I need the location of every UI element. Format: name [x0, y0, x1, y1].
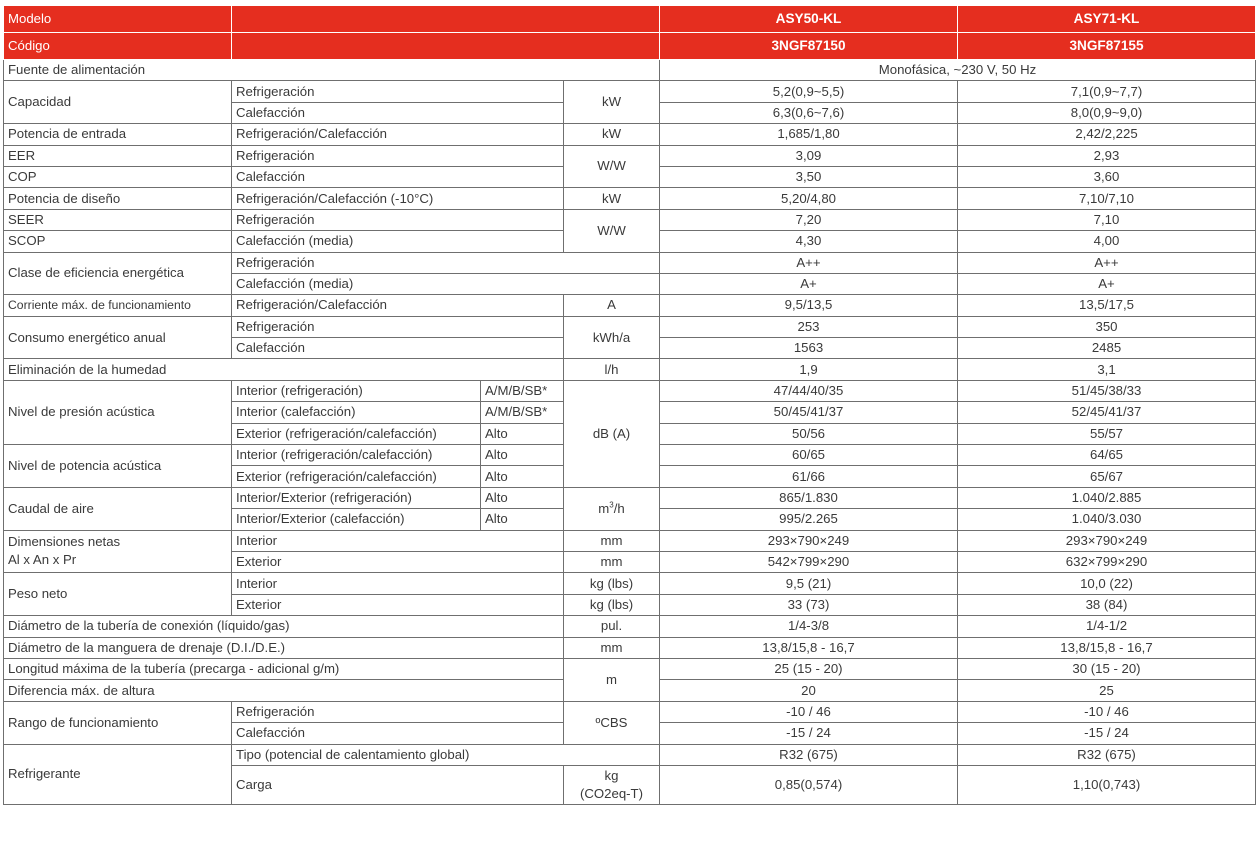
- row-label: Capacidad: [4, 81, 232, 124]
- row-label: Corriente máx. de funcionamiento: [4, 295, 232, 316]
- row-value: Monofásica, ~230 V, 50 Hz: [660, 60, 1256, 81]
- sub-label: Refrigeración: [232, 252, 660, 273]
- table-row: [4, 295, 1256, 316]
- sub-label: Interior: [232, 530, 564, 551]
- row-label: Potencia de diseño: [4, 188, 232, 209]
- mode-cell: Alto: [481, 466, 564, 487]
- value-cell: 30 (15 - 20): [958, 658, 1256, 679]
- row-label: SEER: [4, 209, 232, 230]
- sub-label: Exterior (refrigeración/calefacción): [232, 466, 481, 487]
- unit-cell: W/W: [564, 145, 660, 188]
- value-cell: 1563: [660, 338, 958, 359]
- row-label: Caudal de aire: [4, 487, 232, 530]
- unit-cell: [564, 765, 660, 804]
- value-cell: 38 (84): [958, 594, 1256, 615]
- value-cell: 25 (15 - 20): [660, 658, 958, 679]
- value-cell: 52/45/41/37: [958, 402, 1256, 423]
- value-cell: R32 (675): [958, 744, 1256, 765]
- table-row: [4, 616, 1256, 637]
- unit-cell: kW: [564, 81, 660, 124]
- table-row: [4, 658, 1256, 679]
- unit-cell: [564, 487, 660, 530]
- unit-cell: kg (lbs): [564, 594, 660, 615]
- model-name-2: ASY71-KL: [958, 6, 1256, 33]
- unit-cell: kg (lbs): [564, 573, 660, 594]
- value-cell: 51/45/38/33: [958, 380, 1256, 401]
- sub-label: Refrigeración/Calefacción: [232, 295, 564, 316]
- unit-cell: kWh/a: [564, 316, 660, 359]
- value-cell: -15 / 24: [958, 723, 1256, 744]
- table-row: [4, 701, 1256, 722]
- sub-label: Calefacción: [232, 166, 564, 187]
- value-cell: 25: [958, 680, 1256, 701]
- mode-cell: A/M/B/SB*: [481, 380, 564, 401]
- value-cell: 5,2(0,9~5,5): [660, 81, 958, 102]
- value-cell: 632×799×290: [958, 551, 1256, 572]
- table-row: [4, 209, 1256, 230]
- table-row: [4, 188, 1256, 209]
- sub-label: Interior/Exterior (calefacción): [232, 509, 481, 530]
- mode-cell: Alto: [481, 487, 564, 508]
- sub-label: Refrigeración/Calefacción: [232, 124, 564, 145]
- value-cell: -10 / 46: [660, 701, 958, 722]
- value-cell: 5,20/4,80: [660, 188, 958, 209]
- sub-label: Carga: [232, 765, 564, 804]
- table-row: [4, 744, 1256, 765]
- table-row: [4, 637, 1256, 658]
- value-cell: 0,85(0,574): [660, 765, 958, 804]
- value-cell: 33 (73): [660, 594, 958, 615]
- table-row: [4, 145, 1256, 166]
- row-label: Potencia de entrada: [4, 124, 232, 145]
- value-cell: -15 / 24: [660, 723, 958, 744]
- value-cell: 253: [660, 316, 958, 337]
- value-cell: 293×790×249: [958, 530, 1256, 551]
- value-cell: 55/57: [958, 423, 1256, 444]
- value-cell: 1,9: [660, 359, 958, 380]
- value-cell: 4,00: [958, 231, 1256, 252]
- value-cell: 60/65: [660, 445, 958, 466]
- sub-label: Refrigeración: [232, 316, 564, 337]
- unit-tail: /h: [613, 500, 625, 516]
- sub-label: Interior (refrigeración): [232, 380, 481, 401]
- table-row: [4, 359, 1256, 380]
- unit-superscript: 3: [609, 500, 614, 510]
- value-cell: 995/2.265: [660, 509, 958, 530]
- row-label-line2: Al x An x Pr: [8, 552, 77, 568]
- row-label: Fuente de alimentación: [4, 60, 660, 81]
- table-row: [4, 124, 1256, 145]
- mode-cell: Alto: [481, 423, 564, 444]
- sub-label: Calefacción (media): [232, 231, 564, 252]
- unit-cell: pul.: [564, 616, 660, 637]
- value-cell: 350: [958, 316, 1256, 337]
- value-cell: 6,3(0,6~7,6): [660, 102, 958, 123]
- row-label: Nivel de potencia acústica: [4, 445, 232, 488]
- sub-label: Refrigeración: [232, 145, 564, 166]
- value-cell: 2485: [958, 338, 1256, 359]
- sub-label: Calefacción: [232, 723, 564, 744]
- value-cell: 1/4-1/2: [958, 616, 1256, 637]
- table-row: [4, 81, 1256, 102]
- sub-label: Exterior (refrigeración/calefacción): [232, 423, 481, 444]
- sub-label: Refrigeración: [232, 209, 564, 230]
- sub-label: Tipo (potencial de calentamiento global): [232, 744, 660, 765]
- value-cell: 8,0(0,9~9,0): [958, 102, 1256, 123]
- value-cell: 13,5/17,5: [958, 295, 1256, 316]
- value-cell: 1/4-3/8: [660, 616, 958, 637]
- row-label: [4, 530, 232, 573]
- table-row: [4, 573, 1256, 594]
- model-name-1: ASY50-KL: [660, 6, 958, 33]
- unit-line2: (CO2eq-T): [579, 785, 643, 801]
- value-cell: 293×790×249: [660, 530, 958, 551]
- codigo-label: Código: [4, 33, 232, 60]
- value-cell: A+: [660, 273, 958, 294]
- table-row: [4, 252, 1256, 273]
- value-cell: A+: [958, 273, 1256, 294]
- value-cell: 3,09: [660, 145, 958, 166]
- value-cell: 7,20: [660, 209, 958, 230]
- value-cell: 2,93: [958, 145, 1256, 166]
- value-cell: 3,50: [660, 166, 958, 187]
- unit-cell: ºCBS: [564, 701, 660, 744]
- sub-label: Refrigeración: [232, 81, 564, 102]
- sub-label: Refrigeración/Calefacción (-10°C): [232, 188, 564, 209]
- value-cell: 3,1: [958, 359, 1256, 380]
- row-label: Diámetro de la tubería de conexión (líquido/gas): [4, 616, 564, 637]
- value-cell: -10 / 46: [958, 701, 1256, 722]
- row-label: Longitud máxima de la tubería (precarga - adicional g/m): [4, 658, 564, 679]
- unit-cell: kW: [564, 124, 660, 145]
- table-row: [4, 530, 1256, 551]
- row-label: Consumo energético anual: [4, 316, 232, 359]
- value-cell: 50/45/41/37: [660, 402, 958, 423]
- value-cell: 3,60: [958, 166, 1256, 187]
- modelo-label: Modelo: [4, 6, 232, 33]
- sub-label: Interior (calefacción): [232, 402, 481, 423]
- header-blank: [232, 6, 660, 33]
- sub-label: Exterior: [232, 594, 564, 615]
- unit-cell: A: [564, 295, 660, 316]
- mode-cell: Alto: [481, 509, 564, 530]
- value-cell: 1,10(0,743): [958, 765, 1256, 804]
- value-cell: 50/56: [660, 423, 958, 444]
- row-label: COP: [4, 166, 232, 187]
- sub-label: Calefacción: [232, 338, 564, 359]
- value-cell: 4,30: [660, 231, 958, 252]
- header-row-modelo: [4, 6, 1256, 33]
- row-label: Peso neto: [4, 573, 232, 616]
- sub-label: Interior: [232, 573, 564, 594]
- value-cell: 9,5 (21): [660, 573, 958, 594]
- value-cell: 64/65: [958, 445, 1256, 466]
- table-row: [4, 60, 1256, 81]
- table-row: [4, 316, 1256, 337]
- header-row-codigo: [4, 33, 1256, 60]
- unit-cell: l/h: [564, 359, 660, 380]
- value-cell: 7,10: [958, 209, 1256, 230]
- value-cell: 7,10/7,10: [958, 188, 1256, 209]
- row-label: Diámetro de la manguera de drenaje (D.I./D.E.): [4, 637, 564, 658]
- value-cell: 7,1(0,9~7,7): [958, 81, 1256, 102]
- value-cell: 1.040/3.030: [958, 509, 1256, 530]
- value-cell: 13,8/15,8 - 16,7: [660, 637, 958, 658]
- unit-cell: dB (A): [564, 380, 660, 487]
- unit-cell: mm: [564, 530, 660, 551]
- mode-cell: A/M/B/SB*: [481, 402, 564, 423]
- value-cell: 61/66: [660, 466, 958, 487]
- sub-label: Interior/Exterior (refrigeración): [232, 487, 481, 508]
- header-blank: [232, 33, 660, 60]
- row-label: Nivel de presión acústica: [4, 380, 232, 444]
- sub-label: Calefacción: [232, 102, 564, 123]
- sub-label: Refrigeración: [232, 701, 564, 722]
- value-cell: 13,8/15,8 - 16,7: [958, 637, 1256, 658]
- table-row: [4, 380, 1256, 401]
- unit-base: m: [598, 500, 610, 516]
- value-cell: 1.040/2.885: [958, 487, 1256, 508]
- specifications-table: [3, 5, 1256, 805]
- value-cell: 2,42/2,225: [958, 124, 1256, 145]
- value-cell: 20: [660, 680, 958, 701]
- value-cell: 1,685/1,80: [660, 124, 958, 145]
- value-cell: 47/44/40/35: [660, 380, 958, 401]
- unit-cell: mm: [564, 551, 660, 572]
- sub-label: Calefacción (media): [232, 273, 660, 294]
- unit-line1: kg: [604, 767, 619, 783]
- row-label: SCOP: [4, 231, 232, 252]
- value-cell: 542×799×290: [660, 551, 958, 572]
- mode-cell: Alto: [481, 445, 564, 466]
- row-label: Rango de funcionamiento: [4, 701, 232, 744]
- sub-label: Interior (refrigeración/calefacción): [232, 445, 481, 466]
- unit-cell: W/W: [564, 209, 660, 252]
- table-row: [4, 487, 1256, 508]
- row-label: EER: [4, 145, 232, 166]
- unit-cell: mm: [564, 637, 660, 658]
- value-cell: 65/67: [958, 466, 1256, 487]
- row-label: Clase de eficiencia energética: [4, 252, 232, 295]
- row-label: Refrigerante: [4, 744, 232, 804]
- row-label: Diferencia máx. de altura: [4, 680, 564, 701]
- value-cell: R32 (675): [660, 744, 958, 765]
- unit-cell: kW: [564, 188, 660, 209]
- value-cell: A++: [958, 252, 1256, 273]
- model-code-1: 3NGF87150: [660, 33, 958, 60]
- value-cell: A++: [660, 252, 958, 273]
- model-code-2: 3NGF87155: [958, 33, 1256, 60]
- sub-label: Exterior: [232, 551, 564, 572]
- value-cell: 10,0 (22): [958, 573, 1256, 594]
- value-cell: 865/1.830: [660, 487, 958, 508]
- value-cell: 9,5/13,5: [660, 295, 958, 316]
- unit-cell: m: [564, 658, 660, 701]
- row-label: Eliminación de la humedad: [4, 359, 564, 380]
- row-label-line1: Dimensiones netas: [8, 534, 121, 550]
